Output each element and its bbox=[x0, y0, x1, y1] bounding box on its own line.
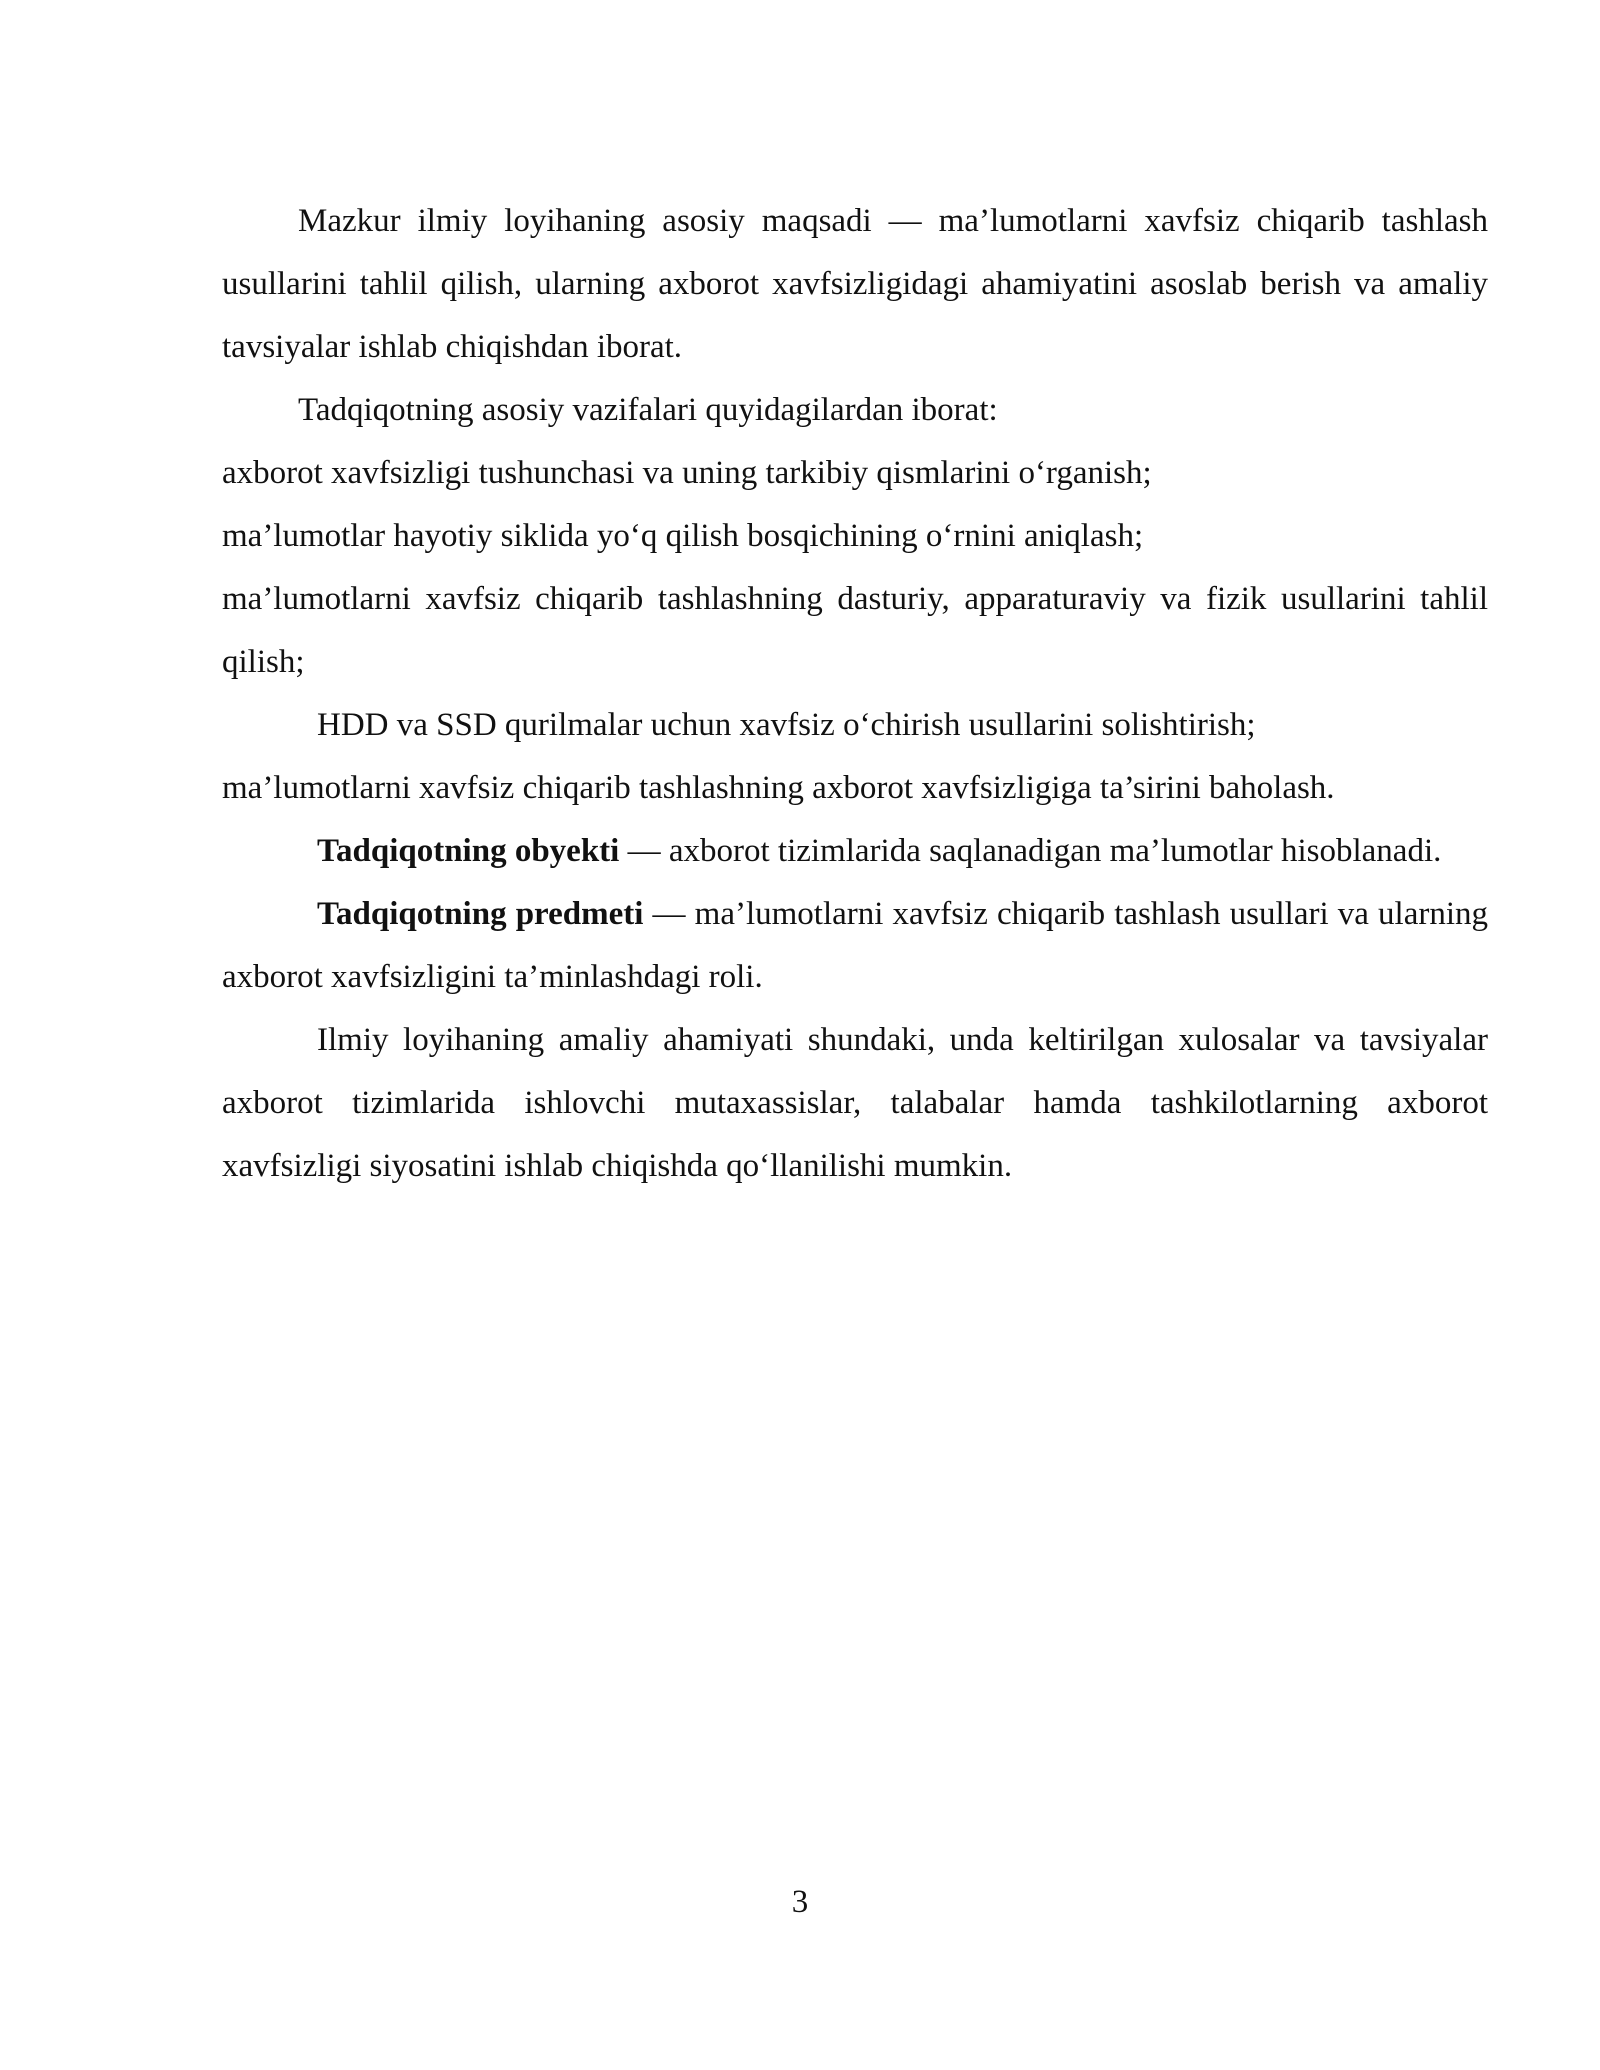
object-text: — axborot tizimlarida saqlanadigan ma’lumotlar hisoblanadi. bbox=[619, 833, 1442, 869]
task-item-2: ma’lumotlar hayotiy siklida yo‘q qilish bosqichining o‘rnini aniqlash; bbox=[222, 518, 1144, 554]
task-item-5: ma’lumotlarni xavfsiz chiqarib tashlashning axborot xavfsizligiga ta’sirini baholash. bbox=[222, 770, 1335, 806]
paragraph-object bbox=[222, 820, 1488, 883]
paragraph-subject bbox=[222, 883, 1488, 1009]
paragraph-tasks-intro: Tadqiqotning asosiy vazifalari quyidagilardan iborat: bbox=[298, 392, 998, 428]
task-item-4: HDD va SSD qurilmalar uchun xavfsiz o‘chirish usullarini solishtirish; bbox=[317, 707, 1256, 743]
page-number: 3 bbox=[791, 1884, 809, 1920]
object-label: Tadqiqotning obyekti bbox=[317, 833, 620, 869]
subject-label: Tadqiqotning predmeti bbox=[317, 896, 644, 932]
document-body bbox=[222, 190, 1488, 1198]
subject-text: — ma’lumotlarni xavfsiz chiqarib tashlash usullari va ularning axborot xavfsizligini ta’minlashdagi roli. bbox=[222, 896, 1488, 995]
paragraph-aim: Mazkur ilmiy loyihaning asosiy maqsadi — ma’lumotlarni xavfsiz chiqarib tashlash usullarini tahlil qilish, ularning axborot xavfsizligidagi ahamiyatini asoslab berish va amaliy tavsiyalar ishlab chiqishdan iborat. bbox=[222, 203, 1488, 365]
paragraph-practical: Ilmiy loyihaning amaliy ahamiyati shundaki, unda keltirilgan xulosalar va tavsiyalar axborot tizimlarida ishlovchi mutaxassislar, talabalar hamda tashkilotlarning axborot xavfsizligi siyosatini ishlab chiqishda qo‘llanilishi mumkin. bbox=[222, 1022, 1488, 1184]
task-item-1: axborot xavfsizligi tushunchasi va uning tarkibiy qismlarini o‘rganish; bbox=[222, 455, 1152, 491]
task-item-3: ma’lumotlarni xavfsiz chiqarib tashlashning dasturiy, apparaturaviy va fizik usullarini tahlil qilish; bbox=[222, 581, 1488, 680]
